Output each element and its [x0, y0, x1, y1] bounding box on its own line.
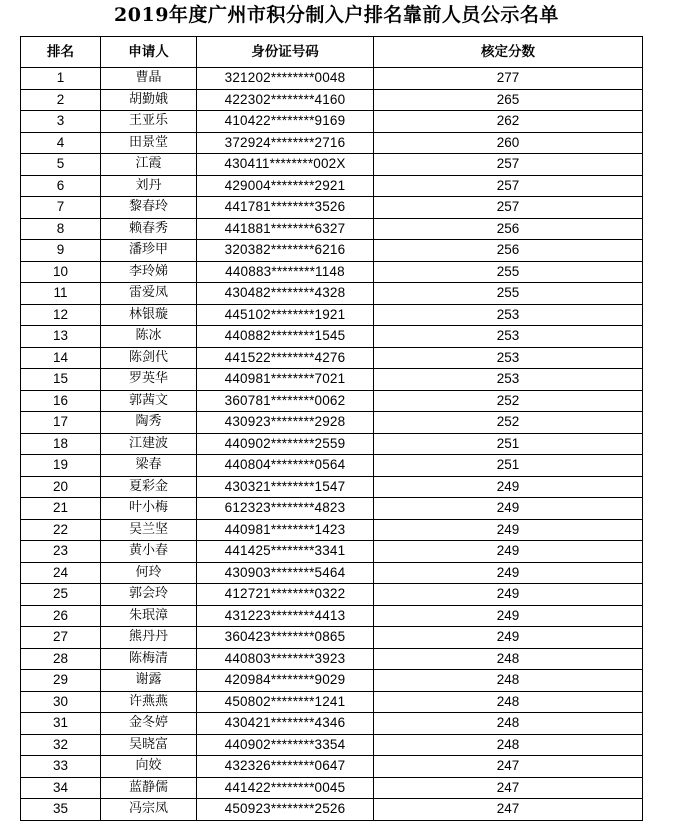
table-row: [21, 369, 643, 391]
cell-name: 叶小梅: [101, 498, 197, 520]
table-row: [21, 777, 643, 799]
cell-id: 430411********002X: [197, 154, 374, 176]
table-row: [21, 756, 643, 778]
cell-rank: 16: [21, 390, 101, 412]
table-row: [21, 412, 643, 434]
table-row: [21, 605, 643, 627]
table-row: [21, 283, 643, 305]
cell-name: 何玲: [101, 562, 197, 584]
cell-name: 朱珉漳: [101, 605, 197, 627]
cell-rank: 30: [21, 691, 101, 713]
cell-name: 王亚乐: [101, 111, 197, 133]
header-score: 核定分数: [374, 37, 643, 68]
cell-score: 249: [374, 519, 643, 541]
page-title: 2019年度广州市积分制入户排名靠前人员公示名单: [114, 4, 559, 26]
cell-score: 253: [374, 347, 643, 369]
cell-name: 谢露: [101, 670, 197, 692]
cell-score: 260: [374, 132, 643, 154]
cell-rank: 5: [21, 154, 101, 176]
cell-rank: 17: [21, 412, 101, 434]
cell-name: 蓝静儒: [101, 777, 197, 799]
cell-name: 罗英华: [101, 369, 197, 391]
cell-id: 440883********1148: [197, 261, 374, 283]
table-row: [21, 347, 643, 369]
cell-score: 252: [374, 390, 643, 412]
cell-score: 249: [374, 584, 643, 606]
cell-id: 440902********3354: [197, 734, 374, 756]
header-rank: 排名: [21, 37, 101, 68]
table-row: [21, 541, 643, 563]
cell-rank: 20: [21, 476, 101, 498]
cell-id: 430421********4346: [197, 713, 374, 735]
table-row: [21, 433, 643, 455]
table-row: [21, 154, 643, 176]
cell-score: 251: [374, 433, 643, 455]
cell-rank: 13: [21, 326, 101, 348]
cell-score: 249: [374, 605, 643, 627]
cell-id: 430923********2928: [197, 412, 374, 434]
cell-score: 265: [374, 89, 643, 111]
cell-rank: 6: [21, 175, 101, 197]
table-row: [21, 218, 643, 240]
cell-id: 450923********2526: [197, 799, 374, 821]
cell-name: 黎春玲: [101, 197, 197, 219]
table-row: [21, 390, 643, 412]
table-row: [21, 132, 643, 154]
cell-rank: 22: [21, 519, 101, 541]
cell-score: 251: [374, 455, 643, 477]
cell-id: 430321********1547: [197, 476, 374, 498]
cell-rank: 4: [21, 132, 101, 154]
cell-name: 冯宗凤: [101, 799, 197, 821]
cell-id: 422302********4160: [197, 89, 374, 111]
cell-id: 441422********0045: [197, 777, 374, 799]
table-row: [21, 175, 643, 197]
cell-score: 249: [374, 476, 643, 498]
table-row: [21, 89, 643, 111]
cell-name: 江建波: [101, 433, 197, 455]
table-row: [21, 627, 643, 649]
table-header: [21, 37, 643, 68]
header-id: 身份证号码: [197, 37, 374, 68]
cell-rank: 9: [21, 240, 101, 262]
cell-id: 321202********0048: [197, 68, 374, 90]
cell-score: 253: [374, 369, 643, 391]
cell-rank: 35: [21, 799, 101, 821]
cell-name: 陈冰: [101, 326, 197, 348]
table-row: [21, 584, 643, 606]
table-row: [21, 562, 643, 584]
cell-score: 253: [374, 326, 643, 348]
cell-name: 金冬婷: [101, 713, 197, 735]
cell-rank: 14: [21, 347, 101, 369]
cell-score: 247: [374, 777, 643, 799]
cell-score: 256: [374, 240, 643, 262]
table-row: [21, 498, 643, 520]
cell-score: 253: [374, 304, 643, 326]
cell-rank: 23: [21, 541, 101, 563]
cell-id: 441781********3526: [197, 197, 374, 219]
cell-name: 田景堂: [101, 132, 197, 154]
cell-id: 430482********4328: [197, 283, 374, 305]
cell-score: 248: [374, 691, 643, 713]
cell-score: 256: [374, 218, 643, 240]
cell-rank: 21: [21, 498, 101, 520]
cell-rank: 28: [21, 648, 101, 670]
cell-rank: 19: [21, 455, 101, 477]
cell-name: 吴晓富: [101, 734, 197, 756]
table-row: [21, 304, 643, 326]
cell-id: 320382********6216: [197, 240, 374, 262]
cell-name: 黄小春: [101, 541, 197, 563]
cell-score: 249: [374, 541, 643, 563]
cell-id: 440804********0564: [197, 455, 374, 477]
cell-score: 249: [374, 498, 643, 520]
cell-score: 262: [374, 111, 643, 133]
cell-score: 255: [374, 283, 643, 305]
cell-name: 赖春秀: [101, 218, 197, 240]
ranking-table: [20, 36, 643, 821]
cell-rank: 18: [21, 433, 101, 455]
table-body: [21, 68, 643, 821]
cell-rank: 25: [21, 584, 101, 606]
cell-name: 向姣: [101, 756, 197, 778]
cell-id: 441425********3341: [197, 541, 374, 563]
cell-score: 255: [374, 261, 643, 283]
cell-name: 郭会玲: [101, 584, 197, 606]
table-row: [21, 326, 643, 348]
cell-rank: 32: [21, 734, 101, 756]
cell-name: 雷爱凤: [101, 283, 197, 305]
cell-name: 刘丹: [101, 175, 197, 197]
header-name: 申请人: [101, 37, 197, 68]
cell-score: 257: [374, 175, 643, 197]
cell-score: 277: [374, 68, 643, 90]
cell-id: 432326********0647: [197, 756, 374, 778]
cell-rank: 3: [21, 111, 101, 133]
cell-score: 248: [374, 670, 643, 692]
table-row: [21, 670, 643, 692]
table-row: [21, 455, 643, 477]
cell-name: 胡勤娥: [101, 89, 197, 111]
table-row: [21, 691, 643, 713]
cell-score: 257: [374, 154, 643, 176]
table-row: [21, 648, 643, 670]
cell-rank: 1: [21, 68, 101, 90]
table-row: [21, 734, 643, 756]
cell-rank: 31: [21, 713, 101, 735]
cell-id: 612323********4823: [197, 498, 374, 520]
cell-score: 247: [374, 799, 643, 821]
cell-score: 252: [374, 412, 643, 434]
cell-rank: 34: [21, 777, 101, 799]
cell-name: 陈剑代: [101, 347, 197, 369]
cell-score: 248: [374, 734, 643, 756]
cell-score: 248: [374, 713, 643, 735]
cell-id: 440981********1423: [197, 519, 374, 541]
cell-name: 许燕燕: [101, 691, 197, 713]
cell-rank: 10: [21, 261, 101, 283]
header-row: [21, 37, 643, 68]
table-row: [21, 111, 643, 133]
cell-id: 429004********2921: [197, 175, 374, 197]
cell-name: 郭茜文: [101, 390, 197, 412]
cell-rank: 24: [21, 562, 101, 584]
cell-id: 450802********1241: [197, 691, 374, 713]
table-row: [21, 713, 643, 735]
cell-rank: 8: [21, 218, 101, 240]
cell-score: 248: [374, 648, 643, 670]
table-row: [21, 519, 643, 541]
cell-id: 431223********4413: [197, 605, 374, 627]
cell-id: 441522********4276: [197, 347, 374, 369]
cell-rank: 11: [21, 283, 101, 305]
cell-id: 430903********5464: [197, 562, 374, 584]
cell-score: 249: [374, 562, 643, 584]
cell-id: 440803********3923: [197, 648, 374, 670]
table-row: [21, 240, 643, 262]
cell-id: 410422********9169: [197, 111, 374, 133]
cell-name: 吴兰坚: [101, 519, 197, 541]
cell-id: 440882********1545: [197, 326, 374, 348]
cell-id: 412721********0322: [197, 584, 374, 606]
cell-score: 257: [374, 197, 643, 219]
cell-id: 440981********7021: [197, 369, 374, 391]
table-row: [21, 476, 643, 498]
table-row: [21, 799, 643, 821]
cell-rank: 26: [21, 605, 101, 627]
cell-name: 夏彩金: [101, 476, 197, 498]
cell-name: 李玲娣: [101, 261, 197, 283]
cell-id: 372924********2716: [197, 132, 374, 154]
cell-rank: 33: [21, 756, 101, 778]
table-row: [21, 197, 643, 219]
cell-score: 249: [374, 627, 643, 649]
cell-score: 247: [374, 756, 643, 778]
cell-id: 360781********0062: [197, 390, 374, 412]
cell-name: 熊丹丹: [101, 627, 197, 649]
cell-name: 梁春: [101, 455, 197, 477]
table-row: [21, 68, 643, 90]
cell-name: 陶秀: [101, 412, 197, 434]
cell-rank: 12: [21, 304, 101, 326]
cell-name: 曹晶: [101, 68, 197, 90]
cell-rank: 27: [21, 627, 101, 649]
cell-name: 江霞: [101, 154, 197, 176]
cell-rank: 29: [21, 670, 101, 692]
cell-id: 360423********0865: [197, 627, 374, 649]
cell-id: 440902********2559: [197, 433, 374, 455]
cell-id: 420984********9029: [197, 670, 374, 692]
cell-rank: 7: [21, 197, 101, 219]
cell-rank: 15: [21, 369, 101, 391]
table-row: [21, 261, 643, 283]
cell-name: 林银璇: [101, 304, 197, 326]
cell-name: 潘珍甲: [101, 240, 197, 262]
cell-rank: 2: [21, 89, 101, 111]
cell-id: 445102********1921: [197, 304, 374, 326]
cell-name: 陈梅清: [101, 648, 197, 670]
cell-id: 441881********6327: [197, 218, 374, 240]
